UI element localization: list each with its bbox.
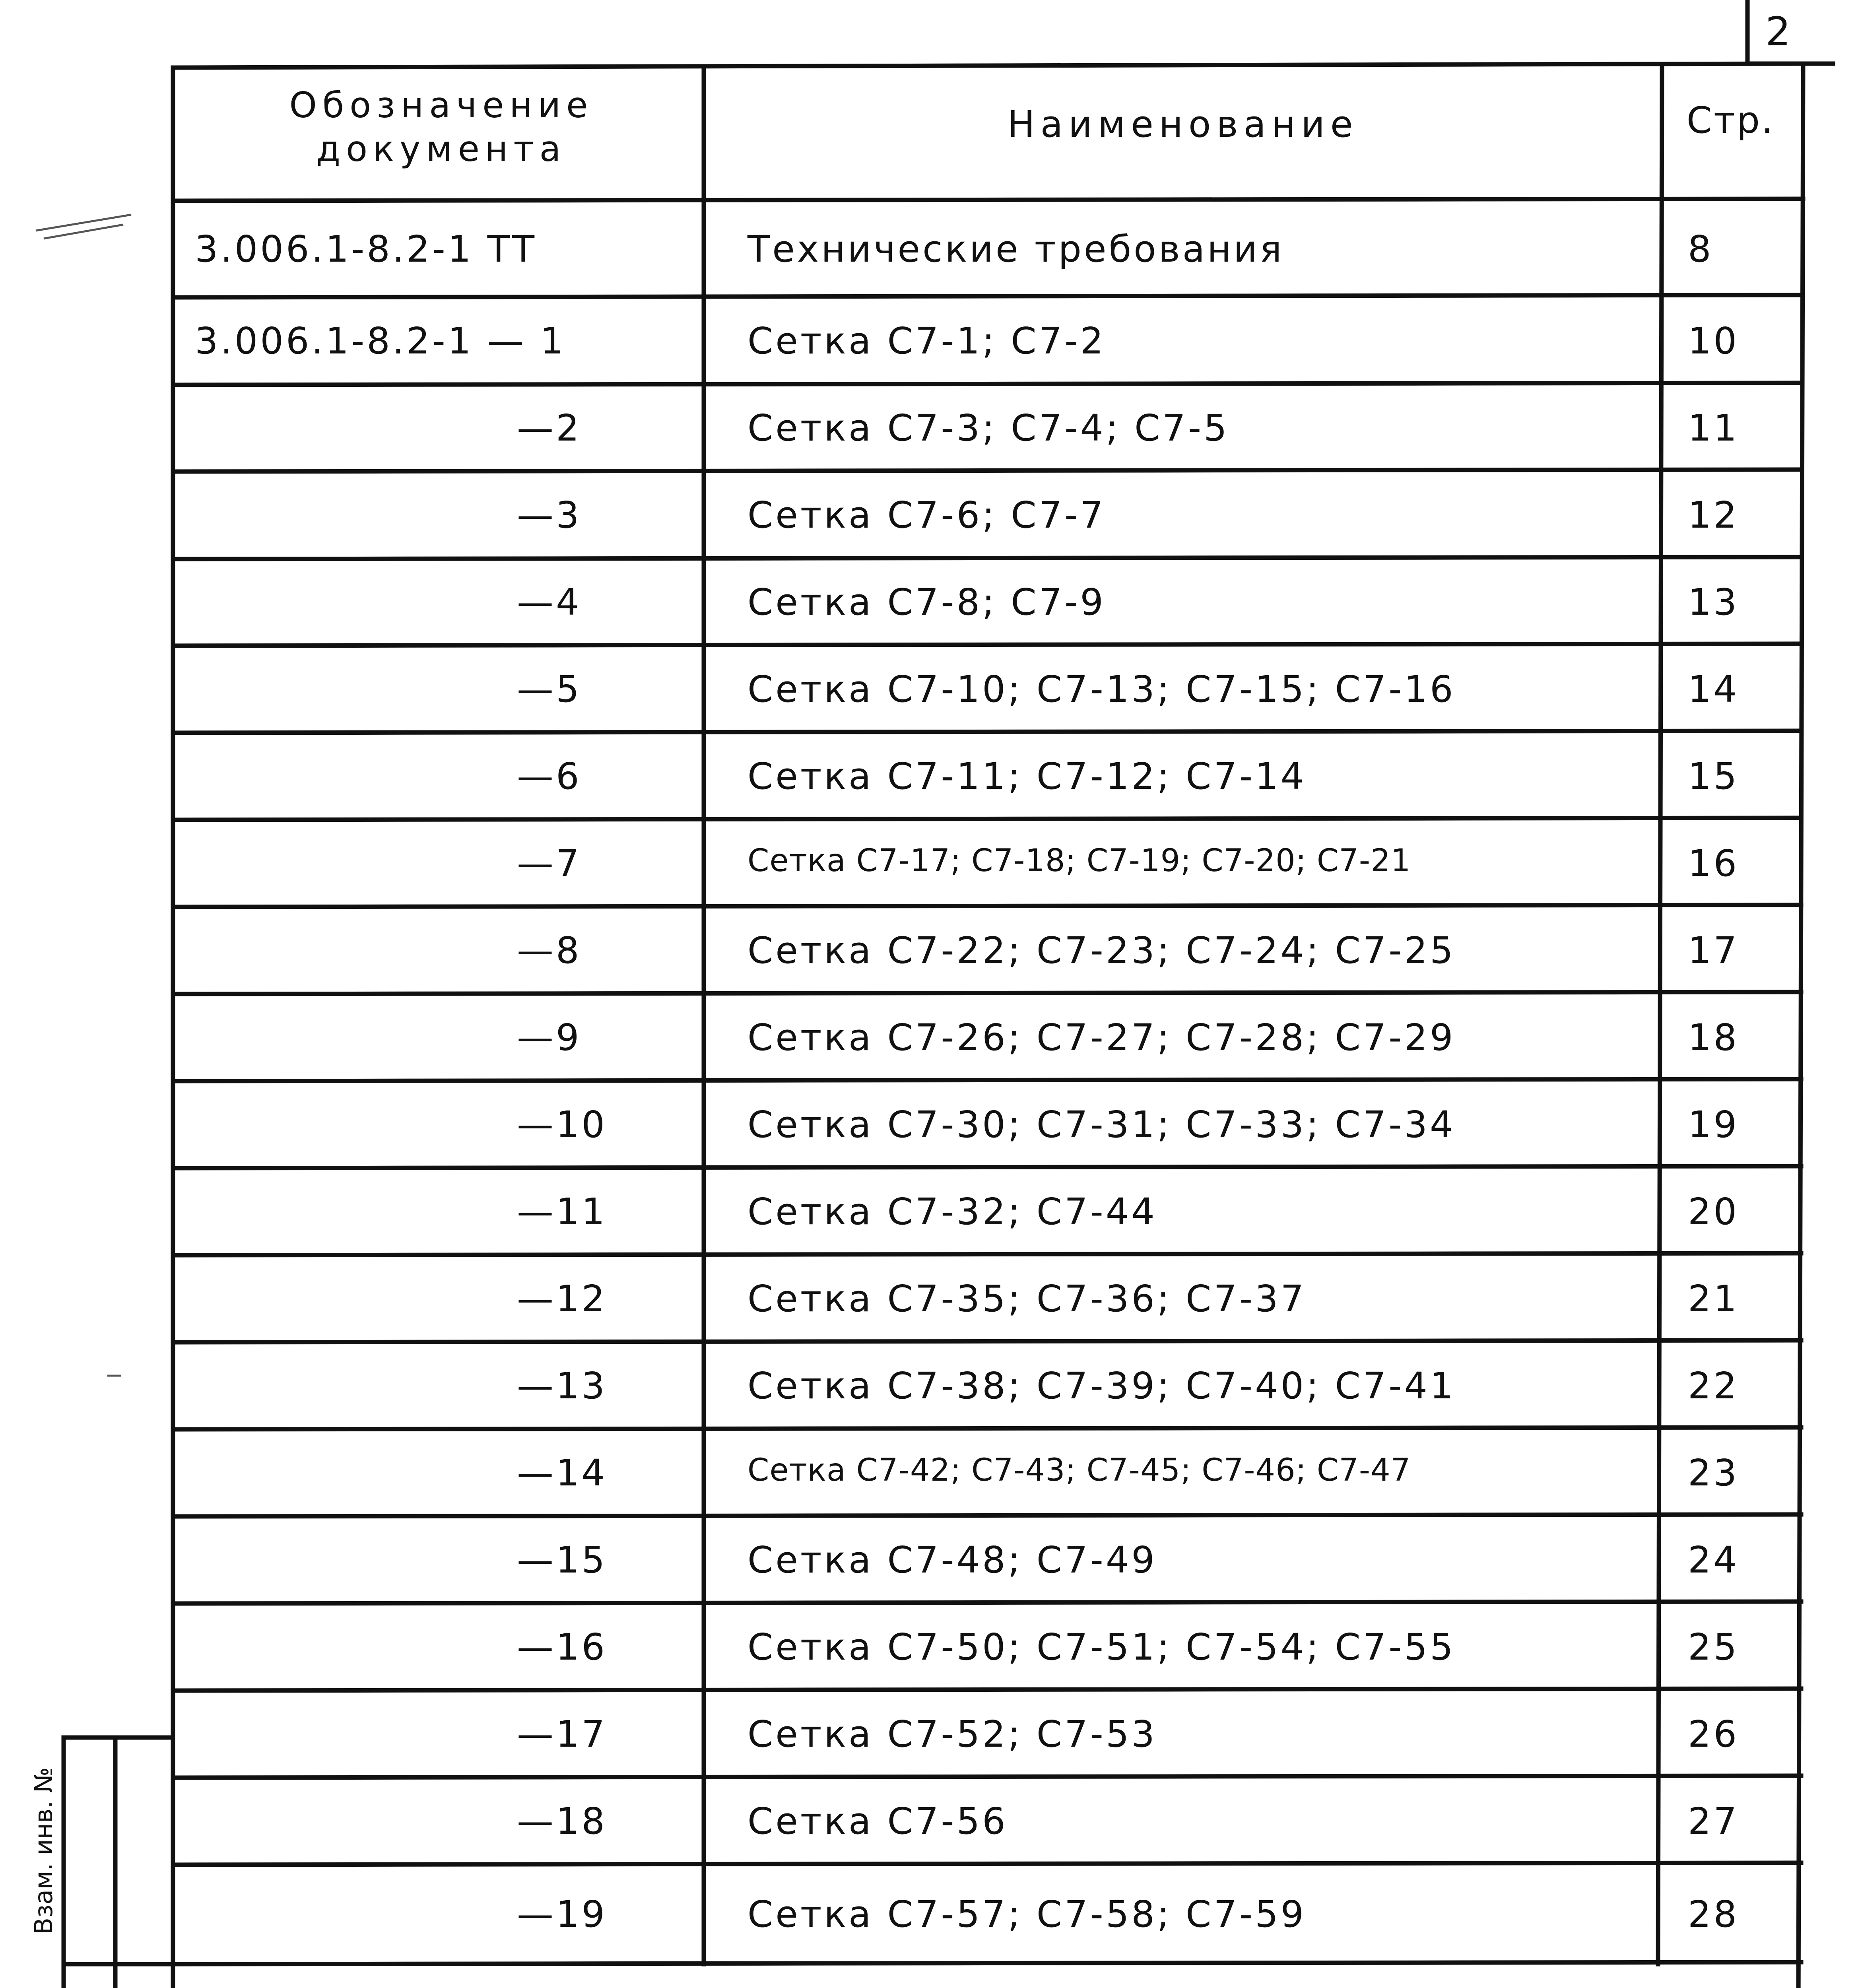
row-designation: —3 [517, 494, 582, 536]
row-name: Сетка С7-11; С7-12; С7-14 [747, 755, 1307, 798]
row-page: 27 [1688, 1800, 1740, 1842]
row-designation: —14 [517, 1451, 608, 1494]
row-designation: —9 [517, 1016, 582, 1059]
row-page: 12 [1688, 494, 1740, 536]
row-designation: 3.006.1-8.2-1 — 1 [195, 320, 566, 362]
row-designation: —11 [517, 1190, 608, 1233]
row-page: 18 [1688, 1016, 1740, 1059]
side-label-replace-inv: Взам. инв. № [29, 1767, 58, 1935]
row-designation: —5 [517, 668, 582, 711]
row-designation: —7 [517, 842, 582, 885]
row-name: Сетка С7-35; С7-36; С7-37 [747, 1277, 1307, 1320]
row-designation: —6 [517, 755, 582, 798]
row-name: Сетка С7-52; С7-53 [747, 1712, 1157, 1755]
row-page: 8 [1688, 227, 1714, 270]
row-page: 20 [1688, 1190, 1740, 1233]
row-page: 24 [1688, 1538, 1740, 1581]
row-designation: —17 [517, 1712, 608, 1755]
row-page: 11 [1688, 407, 1740, 449]
row-page: 28 [1688, 1893, 1740, 1936]
row-name: Сетка С7-22; С7-23; С7-24; С7-25 [747, 929, 1456, 972]
row-name: Сетка С7-50; С7-51; С7-54; С7-55 [747, 1625, 1456, 1668]
row-designation: —10 [517, 1103, 608, 1146]
page-number: 2 [1765, 8, 1793, 55]
row-designation: —16 [517, 1625, 608, 1668]
row-designation: —15 [517, 1538, 608, 1581]
row-name: Сетка С7-17; С7-18; С7-19; С7-20; С7-21 [747, 843, 1411, 879]
row-name: Сетка С7-38; С7-39; С7-40; С7-41 [747, 1364, 1456, 1407]
row-name: Сетка С7-56 [747, 1800, 1008, 1842]
row-page: 16 [1688, 842, 1740, 885]
row-name: Технические требования [747, 227, 1284, 270]
header-page: Стр. [1686, 99, 1775, 142]
header-designation: Обозначение документа [289, 85, 594, 169]
row-designation: —12 [517, 1277, 608, 1320]
row-page: 23 [1688, 1451, 1740, 1494]
row-page: 17 [1688, 929, 1740, 972]
side-label-signature-date [24, 1972, 64, 1988]
row-designation: 3.006.1-8.2-1 ТТ [195, 227, 537, 270]
row-page: 10 [1688, 320, 1740, 362]
row-name: Сетка С7-57; С7-58; С7-59 [747, 1893, 1307, 1936]
row-name: Сетка С7-6; С7-7 [747, 494, 1106, 536]
row-page: 25 [1688, 1625, 1740, 1668]
row-name: Сетка С7-1; С7-2 [747, 320, 1106, 362]
row-designation: —19 [517, 1893, 608, 1936]
row-page: 15 [1688, 755, 1740, 798]
row-name: Сетка С7-8; С7-9 [747, 581, 1106, 623]
row-page: 19 [1688, 1103, 1740, 1146]
row-page: 22 [1688, 1364, 1740, 1407]
row-designation: —8 [517, 929, 582, 972]
row-designation: —13 [517, 1364, 608, 1407]
row-name: Сетка С7-32; С7-44 [747, 1190, 1157, 1233]
row-name: Сетка С7-3; С7-4; С7-5 [747, 407, 1229, 449]
row-page: 21 [1688, 1277, 1740, 1320]
row-name: Сетка С7-30; С7-31; С7-33; С7-34 [747, 1103, 1456, 1146]
row-name: Сетка С7-48; С7-49 [747, 1538, 1157, 1581]
row-name: Сетка С7-10; С7-13; С7-15; С7-16 [747, 668, 1456, 711]
row-designation: —4 [517, 581, 582, 623]
row-page: 26 [1688, 1712, 1740, 1755]
row-page: 14 [1688, 668, 1740, 711]
header-name: Наименование [1007, 103, 1359, 146]
row-designation: —18 [517, 1800, 608, 1842]
row-name: Сетка С7-42; С7-43; С7-45; С7-46; С7-47 [747, 1452, 1411, 1488]
row-name: Сетка С7-26; С7-27; С7-28; С7-29 [747, 1016, 1456, 1059]
row-page: 13 [1688, 581, 1740, 623]
row-designation: —2 [517, 407, 582, 449]
